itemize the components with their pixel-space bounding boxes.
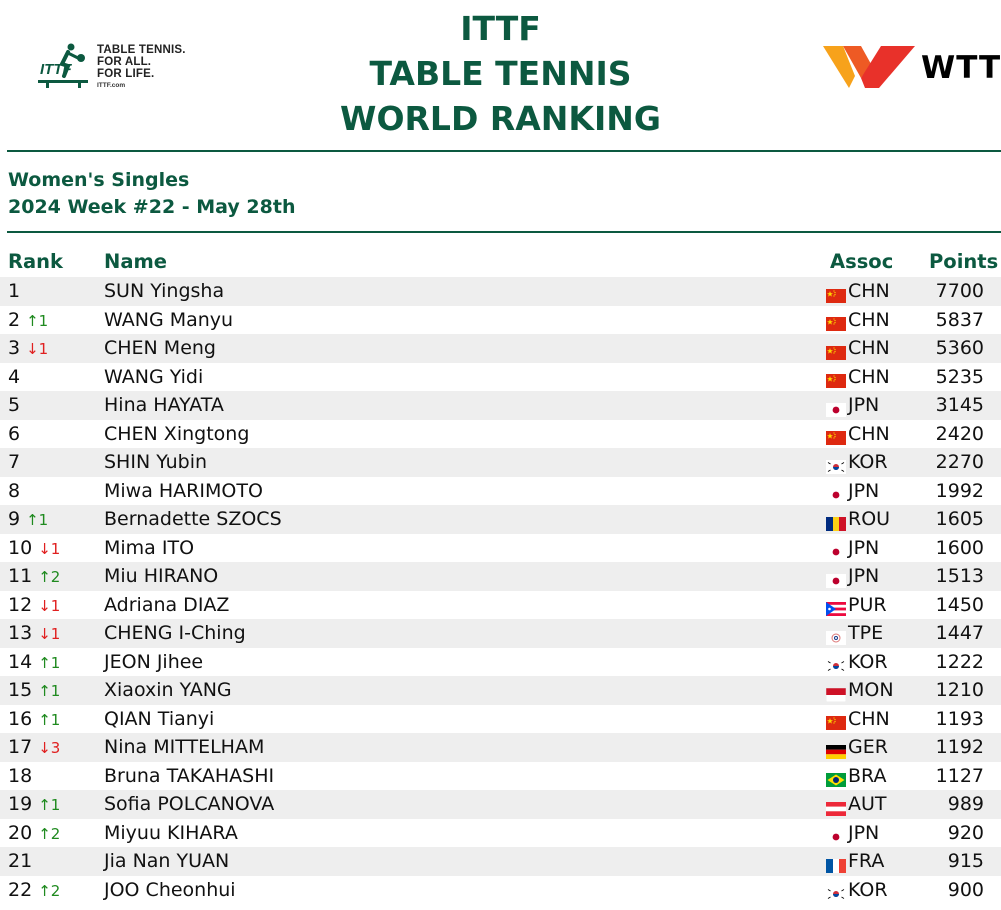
assoc-cell [826, 420, 906, 449]
rank-up-indicator: ↑2 [38, 824, 61, 843]
chn-flag-icon [826, 283, 846, 297]
rank-cell [8, 391, 20, 420]
assoc-cell [826, 762, 906, 791]
assoc-code: BRA [848, 764, 887, 787]
rank-value: 16 [8, 707, 33, 730]
rank-value: 22 [8, 878, 33, 901]
points-value: 1447 [935, 622, 984, 644]
points-value: 1210 [935, 679, 984, 701]
assoc-code: TPE [848, 622, 884, 644]
table-header [0, 248, 1001, 276]
assoc-code: GER [848, 736, 888, 758]
assoc-cell [826, 448, 906, 477]
name-header: Name [104, 250, 168, 273]
player-name: CHEN Meng [104, 337, 216, 359]
assoc-code: CHN [848, 280, 890, 302]
player-name: Mima ITO [104, 536, 195, 559]
rank-value: 15 [8, 679, 33, 701]
assoc-code: JPN [848, 394, 880, 416]
points-value: 1222 [935, 650, 984, 673]
table-row [0, 619, 1001, 648]
table-row [0, 477, 1001, 506]
assoc-code: KOR [848, 878, 888, 901]
jpn-flag-icon [826, 482, 846, 496]
assoc-cell [826, 790, 906, 819]
assoc-cell [826, 876, 906, 905]
points-value: 1600 [935, 536, 984, 559]
player-name: Miu HIRANO [104, 565, 219, 587]
rank-value: 4 [8, 365, 21, 388]
jpn-flag-icon [826, 568, 846, 582]
assoc-cell [826, 505, 906, 534]
table-row [0, 762, 1001, 791]
player-name: Bruna TAKAHASHI [104, 764, 275, 787]
tpe-flag-icon [826, 625, 846, 639]
assoc-cell [826, 477, 906, 506]
assoc-code: CHN [848, 308, 890, 331]
table-row [0, 733, 1001, 762]
kor-flag-icon [826, 881, 846, 895]
rank-up-indicator: ↑1 [38, 682, 61, 700]
assoc-code: PUR [848, 593, 887, 616]
points-value: 1127 [935, 764, 984, 787]
table-row [0, 648, 1001, 677]
points-value: 2420 [935, 422, 984, 445]
ger-flag-icon [826, 739, 846, 753]
points-value: 1192 [935, 736, 984, 758]
table-row [0, 363, 1001, 392]
table-divider [7, 231, 1001, 233]
table-row [0, 306, 1001, 335]
rank-value: 17 [8, 736, 33, 758]
rank-cell [8, 534, 60, 564]
rank-value: 8 [8, 479, 21, 502]
player-name: QIAN Tianyi [104, 707, 215, 730]
points-value: 7700 [935, 280, 984, 302]
assoc-cell [826, 334, 906, 363]
chn-flag-icon [826, 425, 846, 439]
rank-value: 3 [8, 337, 21, 359]
rank-value: 10 [8, 536, 33, 559]
player-name: JEON Jihee [104, 650, 204, 673]
rank-cell [8, 334, 48, 364]
kor-flag-icon [826, 454, 846, 468]
rank-cell [8, 790, 60, 820]
points-value: 1450 [935, 593, 984, 616]
rank-value: 13 [8, 622, 33, 644]
rank-value: 2 [8, 308, 21, 331]
player-name: Bernadette SZOCS [104, 508, 282, 530]
table-row [0, 562, 1001, 591]
assoc-cell [826, 676, 906, 705]
points-value: 5837 [935, 308, 984, 331]
player-name: Jia Nan YUAN [104, 850, 230, 872]
assoc-code: MON [848, 679, 894, 701]
assoc-code: ROU [848, 508, 891, 530]
bra-flag-icon [826, 767, 846, 781]
player-name: WANG Yidi [104, 365, 204, 388]
chn-flag-icon [826, 311, 846, 325]
player-name: Nina MITTELHAM [104, 736, 265, 758]
player-name: SHIN Yubin [104, 451, 208, 473]
rank-up-indicator: ↑2 [38, 568, 61, 586]
points-value: 2270 [935, 451, 984, 473]
rank-down-indicator: ↓1 [26, 340, 49, 358]
assoc-cell [826, 562, 906, 591]
rank-cell [8, 619, 60, 649]
rank-up-indicator: ↑1 [38, 796, 61, 814]
assoc-cell [826, 306, 906, 335]
assoc-code: FRA [848, 850, 885, 872]
assoc-code: JPN [848, 565, 880, 587]
rank-cell [8, 876, 60, 906]
player-name: Hina HAYATA [104, 394, 224, 416]
rank-cell [8, 448, 20, 477]
points-value: 915 [947, 850, 984, 872]
player-name: Miwa HARIMOTO [104, 479, 263, 502]
svg-text:ITTF: ITTF [40, 61, 72, 78]
rank-up-indicator: ↑1 [26, 511, 49, 529]
rank-cell [8, 562, 60, 592]
assoc-cell [826, 819, 906, 848]
player-name: CHENG I-Ching [104, 622, 246, 644]
rank-cell [8, 762, 32, 791]
player-name: Miyuu KIHARA [104, 821, 238, 844]
assoc-cell [826, 705, 906, 734]
rou-flag-icon [826, 511, 846, 525]
rank-down-indicator: ↓1 [38, 539, 61, 558]
rank-cell [8, 819, 60, 849]
category-label: Women's Singles [8, 169, 190, 191]
table-row [0, 676, 1001, 705]
top-divider [7, 150, 1001, 152]
rank-value: 20 [8, 821, 33, 844]
wtt-logo [821, 42, 1001, 92]
rank-value: 7 [8, 451, 21, 473]
rank-cell [8, 591, 60, 621]
table-row [0, 591, 1001, 620]
assoc-cell [826, 648, 906, 677]
assoc-cell [826, 363, 906, 392]
ittf-url: ITTF.com [97, 82, 126, 89]
assoc-code: JPN [848, 536, 880, 559]
points-value: 989 [947, 793, 984, 815]
rank-value: 6 [8, 422, 21, 445]
rank-down-indicator: ↓3 [38, 739, 61, 757]
assoc-code: JPN [848, 479, 880, 502]
points-value: 5235 [935, 365, 984, 388]
rank-cell [8, 277, 20, 306]
rank-value: 19 [8, 793, 33, 815]
table-row [0, 420, 1001, 449]
rank-value: 12 [8, 593, 33, 616]
ittf-tagline: TABLE TENNIS. FOR ALL. FOR LIFE. [97, 44, 186, 80]
rank-down-indicator: ↓1 [38, 625, 61, 643]
assoc-cell [826, 391, 906, 420]
table-row [0, 534, 1001, 563]
assoc-cell [826, 619, 906, 648]
fra-flag-icon [826, 853, 846, 867]
points-value: 920 [947, 821, 984, 844]
table-row [0, 391, 1001, 420]
assoc-code: CHN [848, 337, 890, 359]
rank-value: 5 [8, 394, 21, 416]
table-row [0, 505, 1001, 534]
table-row [0, 277, 1001, 306]
player-name: JOO Cheonhui [104, 878, 236, 901]
rank-cell [8, 733, 60, 763]
assoc-code: JPN [848, 821, 880, 844]
rank-value: 1 [8, 280, 21, 302]
table-row [0, 876, 1001, 905]
ranking-table [0, 277, 1001, 904]
aut-flag-icon [826, 796, 846, 810]
jpn-flag-icon [826, 397, 846, 411]
rank-header: Rank [8, 250, 64, 273]
rank-cell [8, 420, 20, 449]
rank-up-indicator: ↑1 [26, 311, 49, 330]
points-value: 900 [947, 878, 984, 901]
rank-cell [8, 477, 20, 506]
table-row [0, 448, 1001, 477]
rank-cell [8, 847, 32, 876]
assoc-code: CHN [848, 422, 890, 445]
player-name: Adriana DIAZ [104, 593, 230, 616]
assoc-code: CHN [848, 707, 890, 730]
assoc-code: CHN [848, 365, 890, 388]
mon-flag-icon [826, 682, 846, 696]
rank-value: 11 [8, 565, 33, 587]
rank-cell [8, 705, 60, 735]
chn-flag-icon [826, 368, 846, 382]
points-value: 1513 [935, 565, 984, 587]
rank-up-indicator: ↑1 [38, 710, 61, 729]
wtt-mark-icon [821, 42, 917, 92]
player-name: WANG Manyu [104, 308, 234, 331]
assoc-code: KOR [848, 451, 888, 473]
table-row [0, 790, 1001, 819]
ranking-subtitle [8, 167, 295, 221]
page-header [0, 0, 1001, 150]
player-name: Xiaoxin YANG [104, 679, 232, 701]
rank-value: 21 [8, 850, 33, 872]
rank-value: 9 [8, 508, 21, 530]
assoc-header: Assoc [830, 250, 894, 273]
points-value: 1193 [935, 707, 984, 730]
rank-up-indicator: ↑1 [38, 653, 61, 672]
jpn-flag-icon [826, 539, 846, 553]
assoc-cell [826, 277, 906, 306]
rank-cell [8, 505, 48, 535]
rank-cell [8, 676, 60, 706]
assoc-code: AUT [848, 793, 887, 815]
chn-flag-icon [826, 710, 846, 724]
rank-cell [8, 648, 60, 678]
rank-cell [8, 363, 20, 392]
wtt-wordmark: WTT [921, 50, 1001, 86]
points-value: 3145 [935, 394, 984, 416]
page-title: ITTF TABLE TENNIS WORLD RANKING [340, 9, 661, 138]
jpn-flag-icon [826, 824, 846, 838]
table-row [0, 819, 1001, 848]
rank-down-indicator: ↓1 [38, 596, 61, 615]
week-label: 2024 Week #22 - May 28th [8, 196, 296, 218]
points-value: 1992 [935, 479, 984, 502]
rank-value: 18 [8, 764, 33, 787]
rank-up-indicator: ↑2 [38, 881, 61, 900]
player-name: CHEN Xingtong [104, 422, 250, 445]
points-header: Points [929, 250, 999, 273]
assoc-code: KOR [848, 650, 888, 673]
rank-value: 14 [8, 650, 33, 673]
assoc-cell [826, 733, 906, 762]
chn-flag-icon [826, 340, 846, 354]
table-row [0, 705, 1001, 734]
assoc-cell [826, 847, 906, 876]
points-value: 5360 [935, 337, 984, 359]
kor-flag-icon [826, 653, 846, 667]
rank-cell [8, 306, 48, 336]
player-name: SUN Yingsha [104, 280, 225, 302]
assoc-cell [826, 591, 906, 620]
player-name: Sofia POLCANOVA [104, 793, 275, 815]
points-value: 1605 [935, 508, 984, 530]
table-row [0, 847, 1001, 876]
assoc-cell [826, 534, 906, 563]
table-row [0, 334, 1001, 363]
pur-flag-icon [826, 596, 846, 610]
